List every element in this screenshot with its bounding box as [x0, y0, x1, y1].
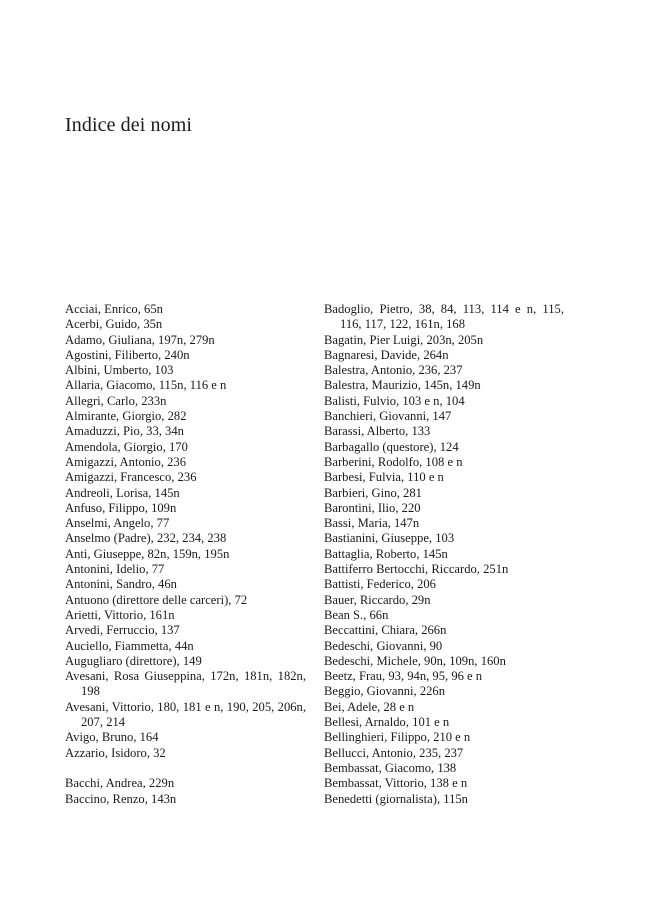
index-entry: Anselmi, Angelo, 77	[65, 516, 170, 531]
index-entry: Bedeschi, Michele, 90n, 109n, 160n	[324, 653, 506, 668]
index-entry: Amendola, Giorgio, 170	[65, 439, 188, 454]
index-entry: Bean S., 66n	[324, 607, 389, 622]
index-entry: Antonini, Idelio, 77	[65, 562, 165, 577]
index-entry: Amigazzi, Antonio, 236	[65, 454, 187, 469]
index-entry: Barbesi, Fulvia, 110 e n	[324, 470, 444, 485]
index-entry: Bei, Adele, 28 e n	[324, 699, 415, 714]
index-entry: Azzario, Isidoro, 32	[65, 745, 166, 760]
index-entry: Bedeschi, Giovanni, 90	[324, 638, 443, 653]
index-entry: Agostini, Filiberto, 240n	[65, 347, 190, 362]
index-column-left	[65, 302, 306, 807]
index-entry: Barontini, Ilio, 220	[324, 500, 421, 515]
index-entry: Anfuso, Filippo, 109n	[65, 500, 177, 515]
index-entry: Barassi, Alberto, 133	[324, 424, 431, 439]
index-entry: Balisti, Fulvio, 103 e n, 104	[324, 393, 465, 408]
index-entry: Arvedi, Ferruccio, 137	[65, 623, 180, 638]
index-entry: Bembassat, Vittorio, 138 e n	[324, 776, 468, 791]
index-entry: Allegri, Carlo, 233n	[65, 393, 167, 408]
index-entry: Allaria, Giacomo, 115n, 116 e n	[65, 378, 227, 393]
index-entry: Battiferro Bertocchi, Riccardo, 251n	[324, 562, 509, 577]
index-entry: Arietti, Vittorio, 161n	[65, 607, 175, 622]
index-entry: Bellinghieri, Filippo, 210 e n	[324, 730, 471, 745]
index-entry: Beggio, Giovanni, 226n	[324, 684, 446, 699]
index-entry: Beetz, Frau, 93, 94n, 95, 96 e n	[324, 669, 483, 684]
index-entry: Barberini, Rodolfo, 108 e n	[324, 454, 463, 469]
index-entry: Benedetti (giornalista), 115n	[324, 791, 468, 806]
index-entry: Bellesi, Arnaldo, 101 e n	[324, 715, 450, 730]
index-entry: Balestra, Antonio, 236, 237	[324, 363, 463, 378]
index-entry: Bagatin, Pier Luigi, 203n, 205n	[324, 332, 484, 347]
index-entry: Almirante, Giorgio, 282	[65, 409, 187, 424]
index-entry: Battisti, Federico, 206	[324, 577, 436, 592]
index-entry: Baccino, Renzo, 143n	[65, 791, 177, 806]
page-title: Indice dei nomi	[65, 114, 193, 136]
index-entry: Avesani, Rosa Giuseppina, 172n, 181n, 182n, 198	[65, 669, 306, 699]
index-entry: Anselmo (Padre), 232, 234, 238	[65, 531, 227, 546]
index-entry: Acciai, Enrico, 65n	[65, 302, 163, 316]
index-entry: Albini, Umberto, 103	[65, 363, 174, 378]
index-entry: Bauer, Riccardo, 29n	[324, 592, 431, 607]
index-entry: Beccattini, Chiara, 266n	[324, 623, 447, 638]
index-entry: Bassi, Maria, 147n	[324, 516, 420, 531]
index-entry: Bacchi, Andrea, 229n	[65, 776, 175, 791]
index-entry: Barbieri, Gino, 281	[324, 485, 422, 500]
index-entry: Barbagallo (questore), 124	[324, 439, 459, 454]
index-entry: Adamo, Giuliana, 197n, 279n	[65, 332, 215, 347]
index-entry: Amigazzi, Francesco, 236	[65, 470, 197, 485]
index-entry: Auciello, Fiammetta, 44n	[65, 638, 194, 653]
index-entry: Avigo, Bruno, 164	[65, 730, 159, 745]
index-entry: Anti, Giuseppe, 82n, 159n, 195n	[65, 546, 230, 561]
index-entry: Bellucci, Antonio, 235, 237	[324, 745, 464, 760]
index-column-right	[324, 302, 564, 807]
index-entry: Antonini, Sandro, 46n	[65, 577, 177, 592]
index-entry: Andreoli, Lorisa, 145n	[65, 485, 180, 500]
index-entry: Amaduzzi, Pio, 33, 34n	[65, 424, 184, 439]
index-entry: Bastianini, Giuseppe, 103	[324, 531, 455, 546]
index-entry: Banchieri, Giovanni, 147	[324, 409, 452, 424]
index-entry: Balestra, Maurizio, 145n, 149n	[324, 378, 481, 393]
index-entry: Antuono (direttore delle carceri), 72	[65, 592, 248, 607]
index-entry: Acerbi, Guido, 35n	[65, 317, 163, 332]
index-entry: Bembassat, Giacomo, 138	[324, 760, 457, 775]
index-entry: Battaglia, Roberto, 145n	[324, 546, 448, 561]
index-entry: Augugliaro (direttore), 149	[65, 653, 202, 668]
index-entry: Badoglio, Pietro, 38, 84, 113, 114 e n, 115, 116, 117, 122, 161n, 168	[324, 302, 564, 332]
index-entry: Bagnaresi, Davide, 264n	[324, 347, 449, 362]
index-entry: Avesani, Vittorio, 180, 181 e n, 190, 205, 206n, 207, 214	[65, 699, 306, 730]
